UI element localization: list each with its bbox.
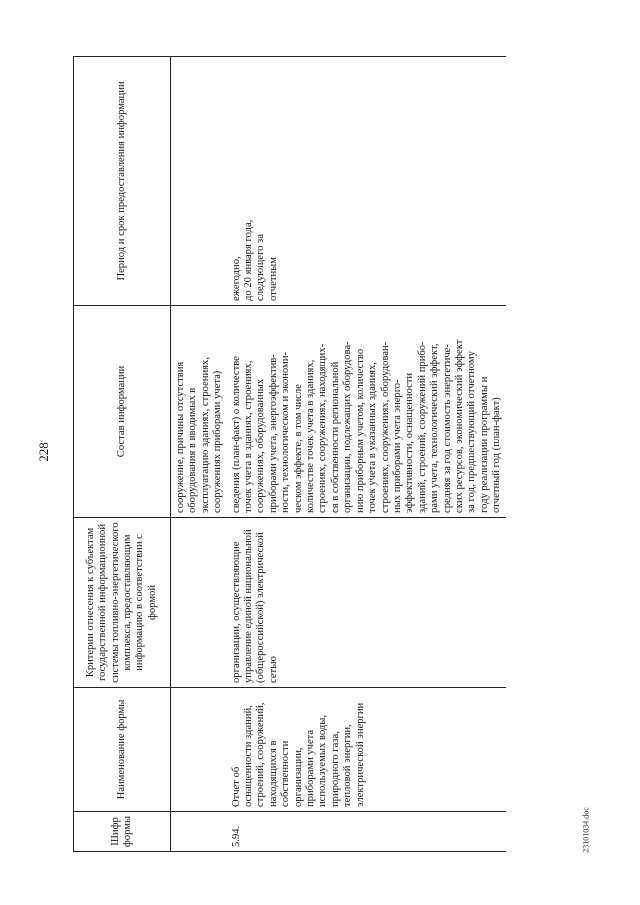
table-row	[229, 57, 506, 852]
row-criteria: организации, осуществляющие управление единой национальной (общероссийской) электрической сетью	[229, 518, 506, 688]
header-code: Шифр формы	[74, 812, 171, 852]
document-id: 23101034.doc	[581, 807, 591, 853]
table-row	[171, 57, 229, 852]
page-number: 228	[36, 442, 51, 462]
table-header-row	[74, 57, 171, 852]
row-content: сведения (план-факт) о количестве точек учета в зданиях, строениях, сооружениях, оборудованных приборами учета, энергоэффектив- ности, технологическом и экономи- ческом эффекте, в том числе количестве точек учета в зданиях, строениях, сооружениях, находящих- ся в собственности региональной организации, подлежащих оборудова- нию приборным учетом, количество точек учета в указанных зданиях, строениях, сооружениях, оборудован- ных приборами учета энерго- эффективности, оснащенности зданий, строений, сооружений прибо- рами учета, технологический эффект, средняя за год стоимость энергетиче- ских ресурсов, экономический эффект за год, предшествующий отчетному году реализации программы и отчетный год (план-факт)	[229, 306, 506, 518]
header-criteria: Критерии отнесения к субъектам государственной информационной системы топливно-энергетического комплекса, предоставляющим информацию в соответствии с формой	[74, 518, 171, 688]
header-content: Состав информации	[74, 306, 171, 518]
continuation-content: сооружение, причины отсутствия оборудования в вводимых в эксплуатацию зданиях, строениях, сооружениях приборами учета)	[171, 306, 229, 518]
row-name: Отчет об оснащенности зданий, строений, сооружений, находящихся в собственности организации, приборами учета используемых воды, природного газа, тепловой энергии, электрической энергии	[229, 688, 506, 812]
row-code: 5.94.	[229, 812, 506, 852]
header-name: Наименование формы	[74, 688, 171, 812]
row-period: ежегодно, до 20 января года, следующего за отчетным	[229, 57, 506, 306]
rotated-page	[73, 57, 565, 852]
header-period: Период и срок предоставления информации	[74, 57, 171, 306]
forms-table	[73, 56, 506, 852]
